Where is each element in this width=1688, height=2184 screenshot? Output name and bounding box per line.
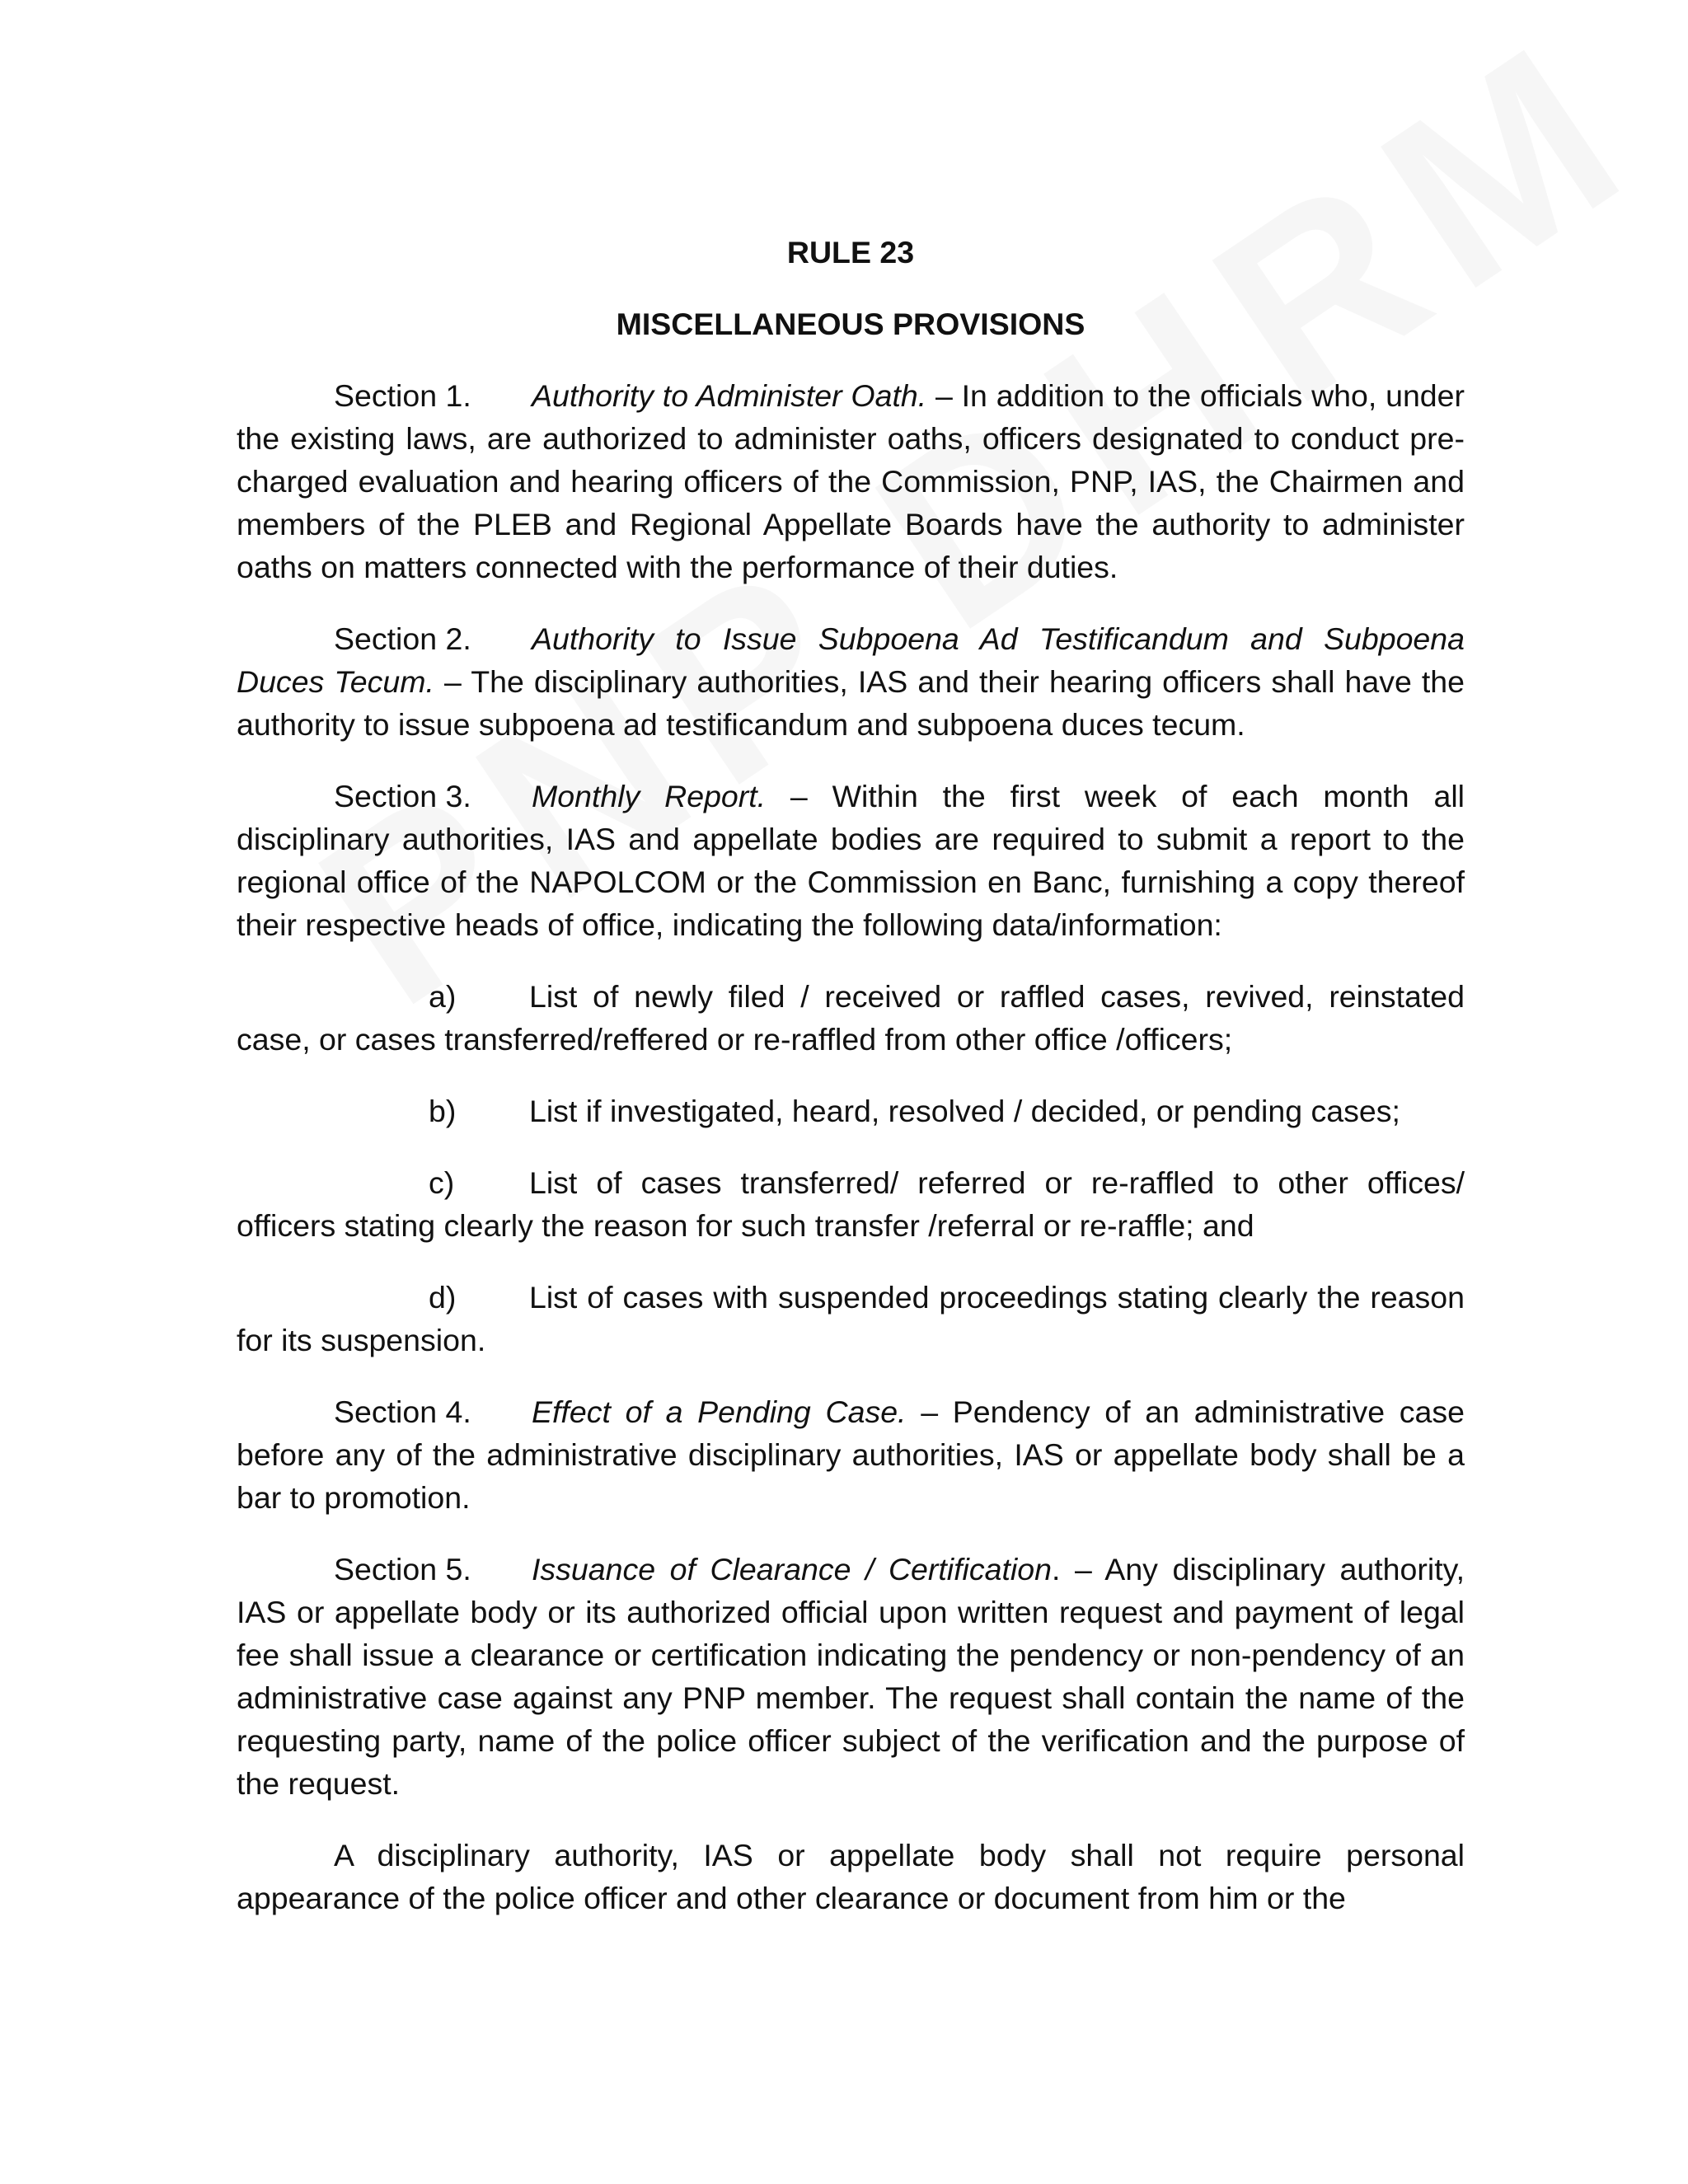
- rule-subtitle: MISCELLANEOUS PROVISIONS: [616, 307, 1085, 341]
- section-title: Effect of a Pending Case.: [532, 1394, 907, 1429]
- section-text: . – Any disciplinary authority, IAS or appellate body or its authorized official upon written request and payment of legal fee shall issue a clearance or certification indicating the pendency or non-pendency of an administrative case against any PNP member. The request shall contain the name of the requesting party, name of the police officer subject of the verification and the purpose of the request.: [237, 1552, 1465, 1801]
- section-text: – Within the first week of each month all disciplinary authorities, IAS and appellate bodies are required to submit a report to the regional office of the NAPOLCOM or the Commission en Banc, furnishing a copy thereof their respective heads of office, indicating the following data/information:: [237, 779, 1465, 942]
- closing-paragraph: A disciplinary authority, IAS or appellate body shall not require personal appearance of the police officer and other clearance or document from him or the: [237, 1838, 1465, 1915]
- section-text: – The disciplinary authorities, IAS and their hearing officers shall have the authority to issue subpoena ad testificandum and subpoena duces tecum.: [237, 664, 1465, 742]
- section-2: [237, 617, 1465, 746]
- section-title: Authority to Administer Oath.: [532, 378, 927, 413]
- list-item-letter: d): [429, 1280, 457, 1315]
- section-title: Monthly Report.: [532, 779, 767, 813]
- section-number: Section 3.: [334, 779, 471, 813]
- list-item-letter: c): [429, 1165, 455, 1200]
- section-3: [237, 775, 1465, 946]
- section-title: Authority to Issue Subpoena Ad Testificandum and Subpoena Duces Tecum.: [237, 621, 1465, 699]
- section-number: Section 1.: [334, 378, 471, 413]
- list-item-letter: a): [429, 979, 457, 1014]
- list-item-text: List of newly filed / received or raffled cases, revived, reinstated case, or cases transferred/reffered or re-raffled from other office /officers;: [237, 979, 1465, 1057]
- list-item-d: [237, 1276, 1465, 1361]
- list-item-text: List of cases with suspended proceedings stating clearly the reason for its suspension.: [237, 1280, 1465, 1357]
- list-item-text: List if investigated, heard, resolved / decided, or pending cases;: [529, 1094, 1400, 1128]
- section-title: Issuance of Clearance / Certification: [532, 1552, 1052, 1586]
- section-text: – Pendency of an administrative case before any of the administrative disciplinary authorities, IAS or appellate body shall be a bar to promotion.: [237, 1394, 1465, 1515]
- section-text: – In addition to the officials who, under the existing laws, are authorized to administer oaths, officers designated to conduct pre-charged evaluation and hearing officers of the Commission, PNP, IAS, the Chairmen and members of the PLEB and Regional Appellate Boards have the authority to administer oaths on matters connected with the performance of their duties.: [237, 378, 1465, 584]
- list-item-c: [237, 1161, 1465, 1247]
- section-number: Section 4.: [334, 1394, 471, 1429]
- list-item-letter: b): [429, 1094, 457, 1128]
- document-page: [237, 231, 1465, 1919]
- section-5: [237, 1548, 1465, 1805]
- list-item-a: [237, 975, 1465, 1061]
- list-item-b: [237, 1090, 1465, 1132]
- list-item-text: List of cases transferred/ referred or re-raffled to other offices/ officers stating clearly the reason for such transfer /referral or re-raffle; and: [237, 1165, 1465, 1243]
- rule-title: RULE 23: [786, 235, 915, 269]
- section-4: [237, 1390, 1465, 1519]
- section-number: Section 5.: [334, 1552, 471, 1586]
- section-number: Section 2.: [334, 621, 471, 656]
- section-1: [237, 374, 1465, 588]
